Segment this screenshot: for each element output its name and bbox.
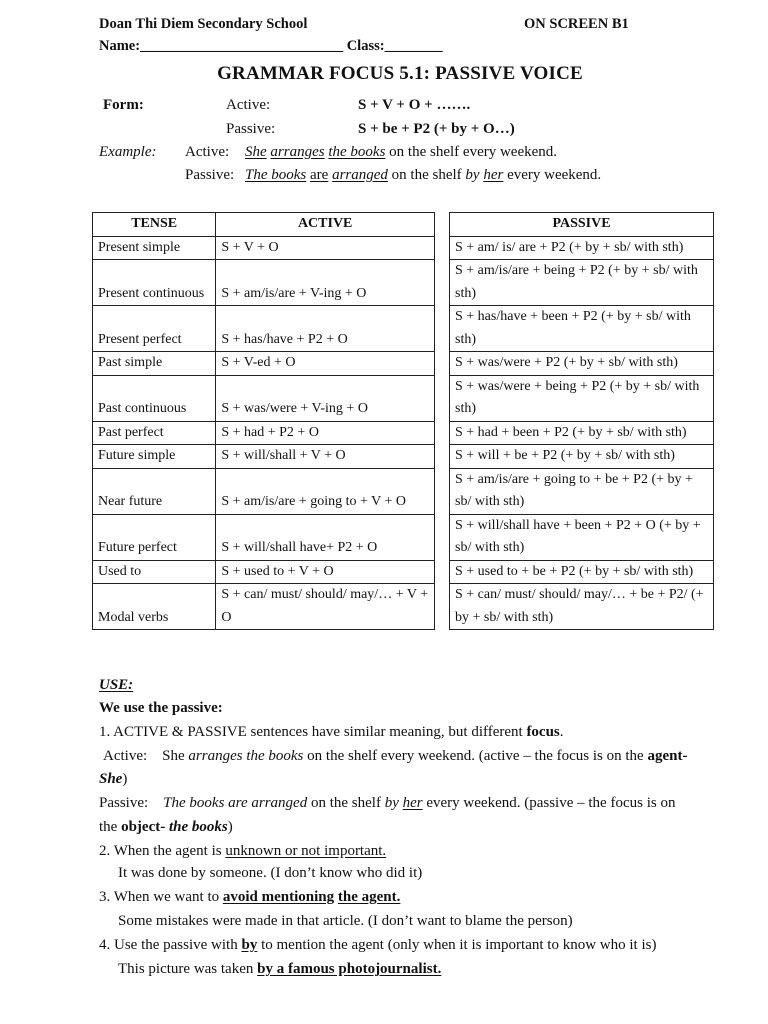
use-p1-active-subject: She	[162, 748, 189, 764]
table-row	[93, 445, 435, 469]
table-row	[450, 584, 714, 630]
form-passive-formula: S + be + P2 (+ by + O…)	[358, 121, 515, 137]
table-row	[93, 236, 435, 260]
use-p1-passive-cont	[99, 819, 233, 836]
active-cell: S + am/is/are + going to + V + O	[216, 468, 435, 514]
use-point-2	[99, 843, 386, 860]
form-active-formula: S + V + O + …….	[358, 97, 471, 113]
passive-cell: S + am/is/are + being + P2 (+ by + sb/ with sth)	[450, 260, 714, 306]
form-passive-label: Passive:	[226, 121, 276, 137]
use-p1-active-rest: on the shelf every weekend. (active – the focus is on the	[303, 748, 648, 764]
active-cell: S + will/shall + V + O	[216, 445, 435, 469]
tense-cell: Present continuous	[93, 260, 216, 306]
active-cell: S + will/shall have+ P2 + O	[216, 514, 435, 560]
table-row	[450, 560, 714, 584]
use-p1-active-label: Active:	[103, 748, 148, 764]
tense-cell: Used to	[93, 560, 216, 584]
passive-cell: S + used to + be + P2 (+ by + sb/ with sth)	[450, 560, 714, 584]
use-p1-passive-by: by	[384, 795, 399, 811]
use-p3-text: 3. When we want to	[99, 889, 223, 905]
table-row	[93, 560, 435, 584]
use-p1-passive-the: the	[99, 819, 122, 835]
active-header: ACTIVE	[216, 213, 435, 237]
title-main: GRAMMAR FOCUS 5.1:	[217, 63, 436, 84]
passive-header: PASSIVE	[450, 213, 714, 237]
tense-active-table	[92, 212, 435, 630]
passive-cell: S + will + be + P2 (+ by + sb/ with sth)	[450, 445, 714, 469]
tense-cell: Future simple	[93, 445, 216, 469]
example-passive-subject: The books	[245, 167, 307, 183]
use-p4-text: 4. Use the passive with	[99, 937, 242, 953]
passive-cell: S + can/ must/ should/ may/… + be + P2/ (+ by + sb/ with sth)	[450, 584, 714, 630]
table-row	[450, 306, 714, 352]
passive-cell: S + am/is/are + going to + be + P2 (+ by + sb/ with sth)	[450, 468, 714, 514]
table-row	[450, 260, 714, 306]
use-p1-passive-object: object-	[121, 819, 169, 835]
use-p1-text: 1. ACTIVE & PASSIVE sentences have similar meaning, but different	[99, 724, 527, 740]
form-active-label: Active:	[226, 97, 271, 113]
tense-cell: Past perfect	[93, 421, 216, 445]
active-cell: S + am/is/are + V-ing + O	[216, 260, 435, 306]
name-class-row	[99, 38, 443, 55]
use-p1-passive-close: )	[227, 819, 233, 835]
passive-cell: S + was/were + being + P2 (+ by + sb/ with sth)	[450, 375, 714, 421]
class-blank: ________	[384, 38, 443, 54]
tense-cell: Present simple	[93, 236, 216, 260]
form-label: Form:	[103, 97, 144, 113]
table-row	[450, 421, 714, 445]
tense-cell: Modal verbs	[93, 584, 216, 630]
table-row	[450, 236, 714, 260]
tense-cell: Near future	[93, 468, 216, 514]
page-title	[0, 63, 768, 85]
example-passive-p2: arranged	[332, 167, 388, 183]
use-p4-example-text: This picture was taken	[118, 961, 258, 977]
course-name: ON SCREEN B1	[524, 16, 629, 32]
active-cell: S + can/ must/ should/ may/… + V + O	[216, 584, 435, 630]
passive-cell: S + am/ is/ are + P2 (+ by + sb/ with sth)	[450, 236, 714, 260]
use-p3-avoid: avoid mentioning	[222, 889, 335, 905]
example-passive-agent: her	[483, 167, 504, 183]
name-blank: ____________________________	[140, 38, 344, 54]
use-p2-text: 2. When the agent is	[99, 843, 226, 859]
use-p4-example-agent: by a famous photojournalist.	[257, 961, 442, 977]
class-label: Class:	[346, 38, 385, 54]
use-p1-active-close: )	[122, 771, 128, 787]
table-header-row	[450, 213, 714, 237]
use-p1-end: .	[559, 724, 564, 740]
active-cell: S + V-ed + O	[216, 352, 435, 376]
active-cell: S + V + O	[216, 236, 435, 260]
example-active-sentence	[245, 144, 557, 161]
table-row	[93, 260, 435, 306]
use-p1-active-agent: agent-	[647, 748, 688, 764]
use-p1-active-cont	[99, 771, 127, 788]
passive-cell: S + had + been + P2 (+ by + sb/ with sth)	[450, 421, 714, 445]
table-row	[93, 421, 435, 445]
passive-cell: S + will/shall have + been + P2 + O (+ by + sb/ with sth)	[450, 514, 714, 560]
table-row	[450, 352, 714, 376]
table-row	[93, 468, 435, 514]
example-passive-mid: on the shelf	[391, 167, 462, 183]
table-row	[450, 468, 714, 514]
use-p1-passive-line	[99, 795, 675, 812]
tense-cell: Present perfect	[93, 306, 216, 352]
tense-cell: Past simple	[93, 352, 216, 376]
passive-cell: S + was/were + P2 (+ by + sb/ with sth)	[450, 352, 714, 376]
use-p1-passive-mid: on the shelf	[307, 795, 385, 811]
use-intro: We use the passive:	[99, 700, 223, 716]
table-row	[450, 514, 714, 560]
active-cell: S + used to + V + O	[216, 560, 435, 584]
passive-cell: S + has/have + been + P2 (+ by + sb/ with sth)	[450, 306, 714, 352]
table-row	[93, 352, 435, 376]
table-row	[450, 375, 714, 421]
school-name: Doan Thi Diem Secondary School	[99, 16, 308, 32]
use-heading: USE:	[99, 677, 134, 693]
use-p1-active-line	[103, 748, 687, 765]
example-passive-be: are	[310, 167, 329, 183]
use-p4-by: by	[241, 937, 258, 953]
example-label: Example:	[99, 144, 157, 160]
use-point-4	[99, 937, 656, 954]
table-row	[450, 445, 714, 469]
example-active-label: Active:	[185, 144, 230, 160]
use-p2-example: It was done by someone. (I don’t know who did it)	[118, 865, 423, 881]
active-cell: S + had + P2 + O	[216, 421, 435, 445]
example-passive-rest: every weekend.	[507, 167, 602, 183]
active-cell: S + has/have + P2 + O	[216, 306, 435, 352]
use-p1-passive-rest: every weekend. (passive – the focus is on	[422, 795, 676, 811]
use-point-1	[99, 724, 564, 741]
use-p1-passive-thebooks: the books	[168, 819, 228, 835]
name-label: Name:	[99, 38, 141, 54]
table-header-row	[93, 213, 435, 237]
use-point-3	[99, 889, 400, 906]
use-p2-underlined: unknown or not important.	[225, 843, 387, 859]
tense-header: TENSE	[93, 213, 216, 237]
passive-table	[449, 212, 714, 630]
example-passive-sentence	[245, 167, 601, 184]
example-active-verb: arranges	[270, 144, 325, 160]
use-p1-focus: focus	[526, 724, 560, 740]
use-p1-active-she: She	[99, 771, 123, 787]
example-passive-by: by	[465, 167, 480, 183]
example-active-subject: She	[245, 144, 267, 160]
example-active-rest: on the shelf every weekend.	[389, 144, 558, 160]
use-p3-example: Some mistakes were made in that article. (I don’t want to blame the person)	[118, 913, 573, 929]
use-p1-active-verb: arranges the books	[188, 748, 304, 764]
use-p4-rest: to mention the agent (only when it is important to know who it is)	[257, 937, 657, 953]
table-row	[93, 584, 435, 630]
use-p4-example	[118, 961, 441, 978]
active-cell: S + was/were + V-ing + O	[216, 375, 435, 421]
table-row	[93, 375, 435, 421]
table-row	[93, 514, 435, 560]
tense-cell: Past continuous	[93, 375, 216, 421]
use-p3-agent: the agent.	[337, 889, 401, 905]
use-p1-passive-her: her	[402, 795, 423, 811]
title-sub: PASSIVE VOICE	[435, 63, 583, 84]
example-passive-label: Passive:	[185, 167, 235, 183]
table-row	[93, 306, 435, 352]
tense-cell: Future perfect	[93, 514, 216, 560]
use-p1-passive-label: Passive:	[99, 795, 149, 811]
use-p1-passive-subject: The books are arranged	[163, 795, 308, 811]
example-active-object: the books	[328, 144, 386, 160]
